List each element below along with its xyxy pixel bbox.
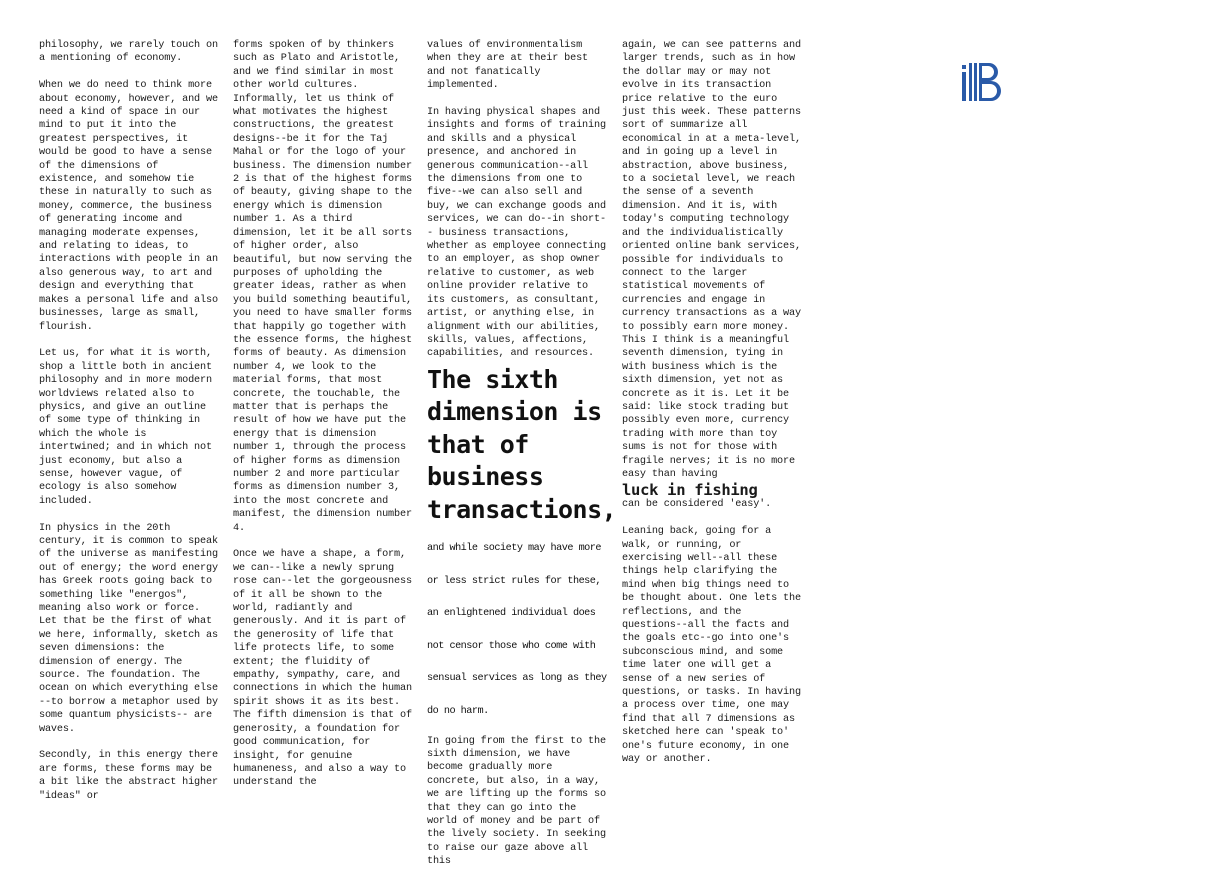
section-heading <box>427 364 617 722</box>
paragraph: values of environmentalism when they are at their best and not fanatically implemented. <box>427 40 589 92</box>
heading-continuation: and while society may have more or less strict rules for these, an enlightened individual does not censor those who come with sensual services as long as they do no harm. <box>427 543 607 717</box>
logo-text: iB <box>961 60 963 61</box>
paragraph: Let us, for what it is worth, shop a little both in ancient philosophy and in more modern worldviews related also to physics, and give an outline of some type of thinking in which the whole is intertwined; and in which not just economy, but also a sense, however vague, of ecology is also somehow included. <box>39 348 212 507</box>
paragraph: In having physical shapes and insights and forms of training and skills and a physical presence, and anchored in generous communication--all the dimensions from one to five--we can also sell and buy, we can exchange goods and services, we can do--in short-- business transactions, whether as employee connecting to an employer, as shop owner relative to customer, as web online provider relative to its customers, as consultant, artist, or anything else, in alignment with our abilities, skills, values, affections, capabilities, and resources. <box>427 107 606 360</box>
text-column-4 <box>622 39 802 780</box>
text-column-2 <box>233 39 413 803</box>
paragraph: In physics in the 20th century, it is common to speak of the universe as manifesting out of energy; the word energy has Greek roots going back to something like "energos", meaning also work or force. Let that be the first of what we here, informally, sketch as seven dimensions: the dimension of energy. The source. The foundation. The ocean on which everything else --to borrow a metaphor used by some quantum physicists-- are waves. <box>39 522 218 735</box>
paragraph: forms spoken of by thinkers such as Plato and Aristotle, and we find similar in most other world cultures. Informally, let us think of what motivates the highest constructions, the greatest designs--be it for the Taj Mahal or for the logo of your business. The dimension number 2 is that of the highest forms of beauty, giving shape to the energy which is dimension number 1. As a third dimension, let it be all sorts of higher order, also beautiful, but now serving the purposes of upholding the greater ideas, rather as when you build something beautiful, you need to have smaller forms that happily go together with the essence forms, the highest forms of beauty. As dimension number 4, we look to the material forms, that most concrete, the touchable, the matter that is perhaps the result of how we have put the energy that is dimension number 1, through the process of higher forms as dimension number 2 and more particular forms as dimension number 3, into the most concrete and manifest, the dimension number 4. <box>233 40 412 534</box>
paragraph: In going from the first to the sixth dimension, we have become gradually more concrete, but also, in a way, we are lifting up the forms so that they can go into the world of money and be part of the lively society. In seeking to raise our gaze above all this <box>427 735 606 868</box>
paragraph: again, we can see patterns and larger trends, such as in how the dollar may or may not evolve in its transaction price relative to the euro just this week. These patterns sort of summarize all economical in at a meta-level, and in going up a level in abstraction, above business, to a societal level, we reach the sense of a seventh dimension. And it is, with today's computing technology and the individualistically oriented online bank services, possible for individuals to connect to the larger statistical movements of currencies and engage in currency transactions as a way to possibly earn more money. This I think is a meaningful seventh dimension, tying in with business which is the sixth dimension, yet not as concrete as it is. Let it be said: like stock trading but possibly even more, currency trading with more than toy sums is not for those with fragile nerves; it is no more easy than having <box>622 40 801 480</box>
text-column-1 <box>39 39 219 816</box>
emphasized-phrase: luck in fishing <box>622 481 758 500</box>
text-column-3 <box>427 39 617 882</box>
paragraph: Secondly, in this energy there are forms, these forms may be a bit like the abstract higher "ideas" or <box>39 750 218 802</box>
paragraph: philosophy, we rarely touch on a mentioning of economy. <box>39 40 218 65</box>
paragraph: Leaning back, going for a walk, or running, or exercising well--all these things help clarifying the mind when big things need to be thought about. One lets the reflections, and the questions--all the facts and the goals etc--go into one's subconscious mind, and some time later one will get a sense of a new series of questions, or tasks. In having a process over time, one may find that all 7 dimensions as sketched here can 'speak to' one's future economy, in one way or another. <box>622 526 801 766</box>
paragraph: When we do need to think more about economy, however, and we need a kind of space in our mind to put it into the greatest perspectives, it would be good to have a sense of the dimensions of existence, and somehow tie these in naturally to such as money, commerce, the business of generating income and managing moderate expenses, and relating to ideas, to interactions with people in an also generous way, to art and design and everything that makes a personal life and also businesses, large as small, flourish. <box>39 80 218 333</box>
ib-logo <box>961 60 1005 104</box>
paragraph-tail: can be considered 'easy'. <box>622 499 772 511</box>
heading-tail: s, <box>587 494 617 524</box>
heading-main: The sixth dimension is that of business transaction <box>427 364 602 524</box>
paragraph: Once we have a shape, a form, we can--like a newly sprung rose can--let the gorgeousness of it all be shown to the world, radiantly and generously. And it is part of the generosity of life that life protects life, to some extent; the fluidity of empathy, sympathy, care, and connections in which the human spirit shows it as its best. The fifth dimension is that of generosity, a foundation for good communication, for insight, for genuine humaneness, and also a way to understand the <box>233 549 412 789</box>
